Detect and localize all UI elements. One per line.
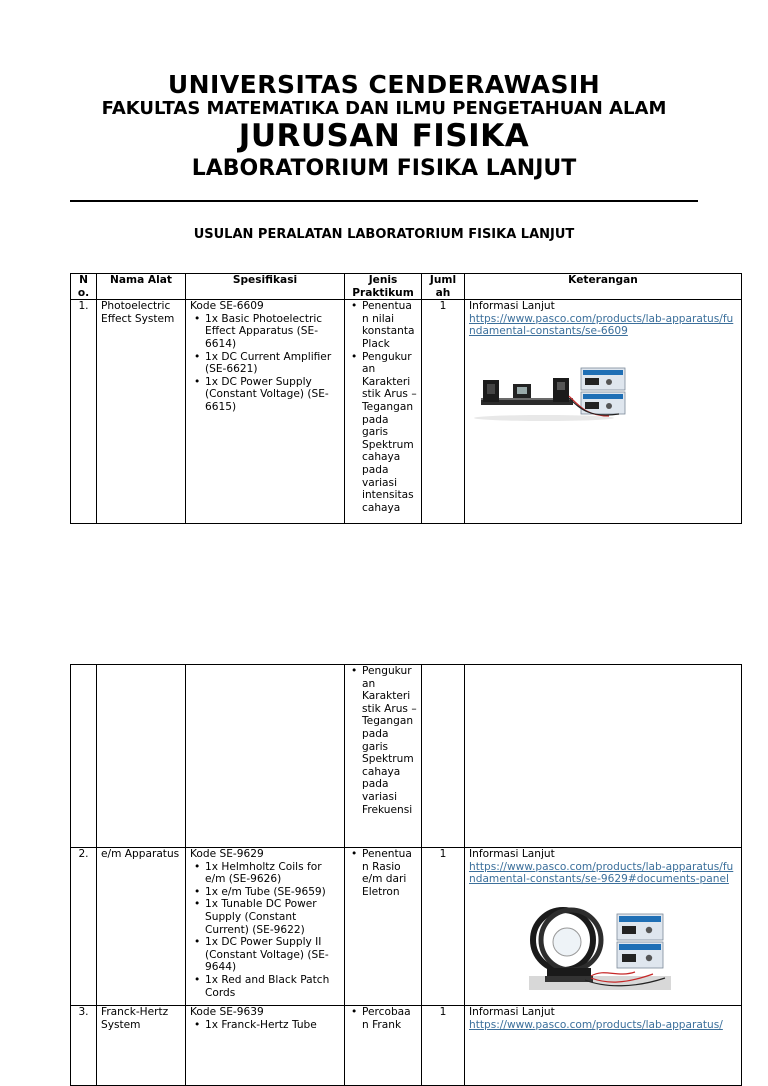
practicum-list bbox=[349, 300, 417, 514]
table-header-row bbox=[71, 274, 742, 300]
col-header-no: N o. bbox=[71, 274, 97, 300]
info-label: Informasi Lanjut bbox=[469, 300, 555, 313]
product-code: Kode SE-9639 bbox=[190, 1006, 264, 1018]
specification-cell bbox=[186, 848, 345, 1006]
university-name: UNIVERSITAS CENDERAWASIH bbox=[167, 70, 601, 99]
remarks-cell bbox=[465, 848, 742, 1006]
quantity: 1 bbox=[422, 1006, 465, 1086]
table-row bbox=[71, 848, 742, 1006]
table-row bbox=[71, 1006, 742, 1086]
list-item: • Percobaa n Frank bbox=[362, 1006, 417, 1031]
laboratory-name: LABORATORIUM FISIKA LANJUT bbox=[191, 156, 577, 181]
list-item: • 1x Tunable DC Power Supply (Constant Current) (SE-9622) bbox=[205, 898, 340, 936]
equipment-table bbox=[70, 273, 742, 524]
practicum-cell bbox=[345, 1006, 422, 1086]
col-header-spesifikasi: Spesifikasi bbox=[186, 274, 345, 300]
list-item: • 1x DC Current Amplifier (SE-6621) bbox=[205, 351, 340, 376]
product-link[interactable]: https://www.pasco.com/products/lab-apparatus/fundamental-constants/se-9629#documents-panel bbox=[469, 860, 734, 886]
table-row bbox=[71, 300, 742, 524]
equipment-name: Franck-Hertz System bbox=[97, 1006, 186, 1086]
list-item: • 1x Basic Photoelectric Effect Apparatus (SE-6614) bbox=[205, 313, 340, 351]
list-item: • 1x DC Power Supply (Constant Voltage) (SE-6615) bbox=[205, 376, 340, 414]
product-code: Kode SE-6609 bbox=[190, 300, 264, 313]
document-title: USULAN PERALATAN LABORATORIUM FISIKA LANJUT bbox=[193, 227, 575, 242]
faculty-name: FAKULTAS MATEMATIKA DAN ILMU PENGETAHUAN ALAM bbox=[101, 98, 667, 119]
practicum-cell bbox=[345, 665, 422, 848]
list-item: • 1x e/m Tube (SE-9659) bbox=[205, 886, 340, 899]
department-name: JURUSAN FISIKA bbox=[238, 118, 530, 154]
list-item: • 1x Helmholtz Coils for e/m (SE-9626) bbox=[205, 861, 340, 886]
col-header-keterangan: Keterangan bbox=[465, 274, 742, 300]
equipment-table-continued bbox=[70, 664, 742, 1086]
list-item: • Pengukur an Karakteri stik Arus – Tegangan pada garis Spektrum cahaya pada variasi intensitas cahaya bbox=[362, 351, 417, 515]
row-number: 1. bbox=[71, 300, 97, 524]
remarks-cell bbox=[465, 1006, 742, 1086]
product-code: Kode SE-9629 bbox=[190, 848, 264, 860]
product-link[interactable]: https://www.pasco.com/products/lab-apparatus/fundamental-constants/se-6609 bbox=[469, 312, 734, 338]
em-apparatus-image bbox=[469, 898, 737, 994]
list-item: • Pengukur an Karakteri stik Arus – Tegangan pada garis Spektrum cahaya pada variasi Frekuensi bbox=[362, 665, 417, 816]
practicum-list bbox=[349, 848, 417, 898]
list-item: • 1x Franck-Hertz Tube bbox=[205, 1019, 340, 1032]
col-header-jenis-praktikum: Jenis Praktikum bbox=[345, 274, 422, 300]
list-item: • 1x Red and Black Patch Cords bbox=[205, 974, 340, 999]
specification-list bbox=[190, 313, 340, 414]
quantity: 1 bbox=[422, 848, 465, 1006]
row-number: 2. bbox=[71, 848, 97, 1006]
row-number: 3. bbox=[71, 1006, 97, 1086]
info-label: Informasi Lanjut bbox=[469, 848, 555, 860]
practicum-list bbox=[349, 1006, 417, 1031]
list-item: • Penentua n nilai konstanta Plack bbox=[362, 300, 417, 350]
info-label: Informasi Lanjut bbox=[469, 1006, 555, 1018]
specification-cell bbox=[186, 300, 345, 524]
specification-list bbox=[190, 1019, 340, 1032]
header-divider bbox=[70, 200, 698, 202]
photoelectric-apparatus-image bbox=[469, 346, 737, 428]
equipment-name: Photoelectric Effect System bbox=[97, 300, 186, 524]
practicum-list bbox=[349, 665, 417, 816]
practicum-cell bbox=[345, 848, 422, 1006]
col-header-nama-alat: Nama Alat bbox=[97, 274, 186, 300]
col-header-jumlah: Juml ah bbox=[422, 274, 465, 300]
list-item: • Penentua n Rasio e/m dari Eletron bbox=[362, 848, 417, 898]
quantity: 1 bbox=[422, 300, 465, 524]
product-link[interactable]: https://www.pasco.com/products/lab-apparatus/ bbox=[469, 1018, 723, 1031]
remarks-cell bbox=[465, 300, 742, 524]
specification-list bbox=[190, 861, 340, 1000]
practicum-cell bbox=[345, 300, 422, 524]
specification-cell bbox=[186, 1006, 345, 1086]
list-item: • 1x DC Power Supply II (Constant Voltage) (SE-9644) bbox=[205, 936, 340, 974]
table-row bbox=[71, 665, 742, 848]
equipment-name: e/m Apparatus bbox=[97, 848, 186, 1006]
